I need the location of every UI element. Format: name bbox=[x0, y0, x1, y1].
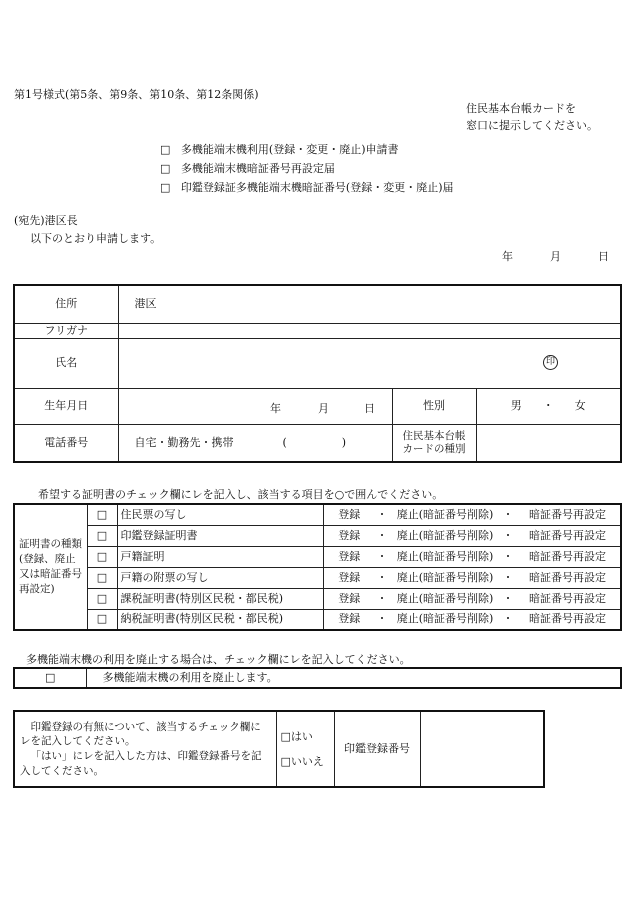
seal-choice bbox=[276, 711, 334, 787]
separator: ・ bbox=[375, 567, 389, 588]
reset-option[interactable]: 暗証番号再設定 bbox=[515, 546, 621, 567]
sex-female[interactable]: 女 bbox=[574, 399, 586, 413]
cancel-option[interactable]: 廃止(暗証番号削除) bbox=[389, 546, 501, 567]
date-month: 月 bbox=[550, 250, 561, 263]
reset-option[interactable]: 暗証番号再設定 bbox=[515, 504, 621, 525]
checkbox[interactable]: □ bbox=[87, 609, 117, 630]
certificate-name: 印鑑登録証明書 bbox=[117, 525, 323, 546]
birth-field[interactable] bbox=[118, 388, 392, 424]
date-year: 年 bbox=[502, 250, 513, 263]
separator: ・ bbox=[375, 525, 389, 546]
separator: ・ bbox=[375, 546, 389, 567]
sex-field[interactable] bbox=[476, 388, 621, 424]
card-type-label-line-2: カードの種別 bbox=[402, 442, 466, 455]
furigana-field[interactable] bbox=[118, 323, 621, 338]
separator: ・ bbox=[501, 567, 515, 588]
checkbox[interactable]: □ bbox=[160, 162, 171, 175]
address-label: 住所 bbox=[14, 285, 118, 323]
checkbox[interactable]: □ bbox=[87, 525, 117, 546]
register-option[interactable]: 登録 bbox=[323, 546, 375, 567]
intro-text: 以下のとおり申請します。 bbox=[30, 232, 162, 245]
separator: ・ bbox=[501, 546, 515, 567]
seal-number-label: 印鑑登録番号 bbox=[334, 711, 420, 787]
name-label: 氏名 bbox=[14, 338, 118, 388]
birth-day: 日 bbox=[364, 402, 375, 415]
checkbox[interactable]: □ bbox=[87, 588, 117, 609]
separator: ・ bbox=[375, 504, 389, 525]
separator: ・ bbox=[501, 588, 515, 609]
register-option[interactable]: 登録 bbox=[323, 609, 375, 630]
separator: ・ bbox=[501, 525, 515, 546]
certificate-side-label: 証明書の種類(登録、廃止又は暗証番号再設定) bbox=[14, 504, 87, 630]
separator: ・ bbox=[375, 609, 389, 630]
certificate-name: 課税証明書(特別区民税・都民税) bbox=[117, 588, 323, 609]
addressee: (宛先)港区長 bbox=[14, 214, 78, 227]
sex-separator: ・ bbox=[542, 399, 554, 413]
form-type-label: 多機能端末機利用(登録・変更・廃止)申請書 bbox=[180, 143, 399, 156]
seal-instructions bbox=[14, 711, 276, 787]
certificate-name: 納税証明書(特別区民税・都民税) bbox=[117, 609, 323, 630]
checkbox[interactable]: □ bbox=[87, 567, 117, 588]
seal-number-field[interactable] bbox=[420, 711, 544, 787]
sex-label: 性別 bbox=[392, 388, 476, 424]
phone-options: 自宅・勤務先・携帯 bbox=[134, 435, 234, 449]
seal-instruction-1: 印鑑登録の有無について、該当するチェック欄にレを記入してください。 bbox=[20, 720, 261, 748]
reset-option[interactable]: 暗証番号再設定 bbox=[515, 567, 621, 588]
name-field[interactable] bbox=[118, 338, 621, 388]
phone-paren-open: ( bbox=[282, 435, 287, 449]
birth-year: 年 bbox=[270, 402, 281, 415]
applicant-table bbox=[13, 284, 622, 463]
card-type-label bbox=[392, 424, 476, 462]
form-type-label: 多機能端末機暗証番号再設定届 bbox=[180, 162, 335, 175]
furigana-label: フリガナ bbox=[14, 323, 118, 338]
certificate-name: 戸籍証明 bbox=[117, 546, 323, 567]
register-option[interactable]: 登録 bbox=[323, 567, 375, 588]
certificate-table bbox=[13, 503, 622, 631]
card-notice-line-1: 住民基本台帳カードを bbox=[466, 102, 576, 115]
checkbox[interactable]: □ bbox=[87, 504, 117, 525]
certificate-instruction: 希望する証明書のチェック欄にレを記入し、該当する項目を○で囲んでください。 bbox=[38, 488, 444, 501]
phone-label: 電話番号 bbox=[14, 424, 118, 462]
seal-mark: 印 bbox=[543, 355, 558, 370]
seal-instruction-2: 「はい」にレを記入した方は、印鑑登録番号を記入してください。 bbox=[20, 750, 262, 777]
cancel-option[interactable]: 廃止(暗証番号削除) bbox=[389, 567, 501, 588]
form-number: 第1号様式(第5条、第9条、第10条、第12条関係) bbox=[14, 88, 259, 101]
form-type-label: 印鑑登録証多機能端末機暗証番号(登録・変更・廃止)届 bbox=[180, 181, 454, 194]
phone-paren-close: ) bbox=[341, 435, 347, 449]
address-field[interactable]: 港区 bbox=[118, 285, 621, 323]
separator: ・ bbox=[375, 588, 389, 609]
abolish-label: 多機能端末機の利用を廃止します。 bbox=[86, 668, 621, 688]
register-option[interactable]: 登録 bbox=[323, 504, 375, 525]
seal-no-option[interactable]: □いいえ bbox=[280, 755, 324, 768]
phone-field[interactable] bbox=[118, 424, 392, 462]
cancel-option[interactable]: 廃止(暗証番号削除) bbox=[389, 504, 501, 525]
form-type-3[interactable] bbox=[160, 179, 454, 195]
date-day: 日 bbox=[598, 250, 609, 263]
separator: ・ bbox=[501, 504, 515, 525]
cancel-option[interactable]: 廃止(暗証番号削除) bbox=[389, 609, 501, 630]
seal-yes-option[interactable]: □はい bbox=[280, 729, 313, 743]
reset-option[interactable]: 暗証番号再設定 bbox=[515, 525, 621, 546]
card-type-label-line-1: 住民基本台帳 bbox=[402, 429, 466, 442]
form-type-1[interactable] bbox=[160, 141, 399, 157]
card-type-field[interactable] bbox=[476, 424, 621, 462]
form-type-2[interactable] bbox=[160, 160, 335, 176]
separator: ・ bbox=[501, 609, 515, 630]
abolish-instruction: 多機能端末機の利用を廃止する場合は、チェック欄にレを記入してください。 bbox=[26, 653, 411, 666]
checkbox[interactable]: □ bbox=[160, 143, 171, 156]
checkbox[interactable]: □ bbox=[160, 181, 171, 194]
cancel-option[interactable]: 廃止(暗証番号削除) bbox=[389, 588, 501, 609]
register-option[interactable]: 登録 bbox=[323, 588, 375, 609]
checkbox[interactable]: □ bbox=[14, 668, 86, 688]
abolish-table bbox=[13, 667, 622, 689]
register-option[interactable]: 登録 bbox=[323, 525, 375, 546]
cancel-option[interactable]: 廃止(暗証番号削除) bbox=[389, 525, 501, 546]
birth-month: 月 bbox=[318, 402, 329, 415]
sex-male[interactable]: 男 bbox=[510, 399, 522, 413]
certificate-name: 戸籍の附票の写し bbox=[117, 567, 323, 588]
reset-option[interactable]: 暗証番号再設定 bbox=[515, 609, 621, 630]
checkbox[interactable]: □ bbox=[87, 546, 117, 567]
certificate-name: 住民票の写し bbox=[117, 504, 323, 525]
card-notice-line-2: 窓口に提示してください。 bbox=[466, 119, 598, 132]
reset-option[interactable]: 暗証番号再設定 bbox=[515, 588, 621, 609]
seal-table bbox=[13, 710, 545, 788]
birth-label: 生年月日 bbox=[14, 388, 118, 424]
